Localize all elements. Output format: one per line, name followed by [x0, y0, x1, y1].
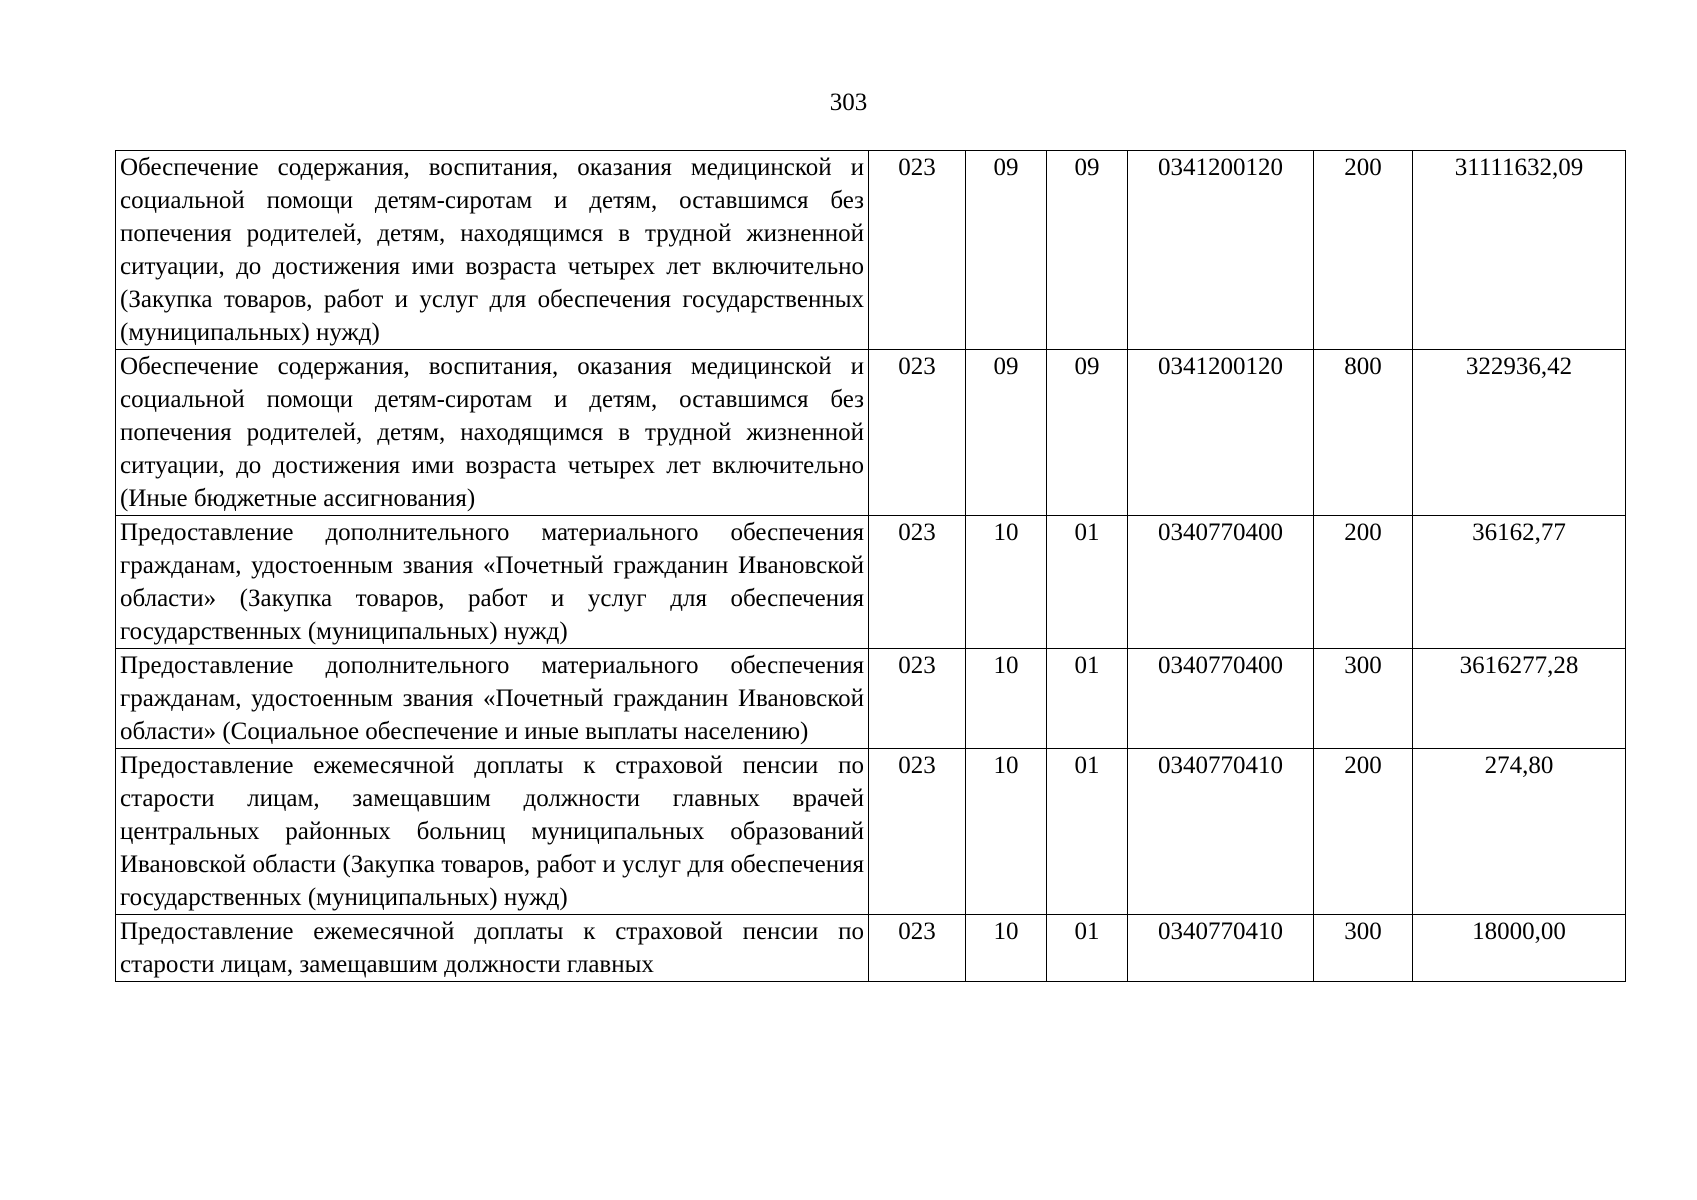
table-row: [116, 749, 1626, 915]
row-grbs-code: 023: [869, 749, 966, 915]
row-subsection-code: 01: [1047, 749, 1128, 915]
table-row: [116, 151, 1626, 350]
row-section-code: 09: [966, 350, 1047, 516]
row-section-code: 09: [966, 151, 1047, 350]
row-expense-type-code: 300: [1314, 915, 1413, 982]
row-subsection-code: 09: [1047, 350, 1128, 516]
row-target-article-code: 0340770400: [1128, 516, 1314, 649]
row-amount: 18000,00: [1413, 915, 1626, 982]
row-target-article-code: 0340770400: [1128, 649, 1314, 749]
table-row: [116, 516, 1626, 649]
row-subsection-code: 01: [1047, 649, 1128, 749]
row-expense-type-code: 300: [1314, 649, 1413, 749]
row-section-code: 10: [966, 915, 1047, 982]
row-amount: 274,80: [1413, 749, 1626, 915]
budget-table: [115, 150, 1626, 982]
row-amount: 36162,77: [1413, 516, 1626, 649]
row-section-code: 10: [966, 749, 1047, 915]
row-target-article-code: 0341200120: [1128, 151, 1314, 350]
row-section-code: 10: [966, 516, 1047, 649]
table-row: [116, 350, 1626, 516]
row-amount: 3616277,28: [1413, 649, 1626, 749]
row-grbs-code: 023: [869, 350, 966, 516]
row-description: Предоставление ежемесячной доплаты к страховой пенсии по старости лицам, замещавшим должности главных: [116, 915, 869, 982]
row-target-article-code: 0340770410: [1128, 749, 1314, 915]
row-amount: 322936,42: [1413, 350, 1626, 516]
row-description: Предоставление дополнительного материального обеспечения гражданам, удостоенным звания «Почетный гражданин Ивановской области» (Закупка товаров, работ и услуг для обеспечения государственных (муниципальных) нужд): [116, 516, 869, 649]
row-subsection-code: 01: [1047, 516, 1128, 649]
row-section-code: 10: [966, 649, 1047, 749]
page-number: 303: [829, 89, 868, 116]
row-description: Предоставление ежемесячной доплаты к страховой пенсии по старости лицам, замещавшим должности главных врачей центральных районных больниц муниципальных образований Ивановской области (Закупка товаров, работ и услуг для обеспечения государственных (муниципальных) нужд): [116, 749, 869, 915]
table-row: [116, 915, 1626, 982]
row-grbs-code: 023: [869, 915, 966, 982]
row-expense-type-code: 200: [1314, 516, 1413, 649]
row-expense-type-code: 200: [1314, 151, 1413, 350]
row-description: Обеспечение содержания, воспитания, оказания медицинской и социальной помощи детям-сиротам и детям, оставшимся без попечения родителей, детям, находящимся в трудной жизненной ситуации, до достижения ими возраста четырех лет включительно (Закупка товаров, работ и услуг для обеспечения государственных (муниципальных) нужд): [116, 151, 869, 350]
row-amount: 31111632,09: [1413, 151, 1626, 350]
row-description: Обеспечение содержания, воспитания, оказания медицинской и социальной помощи детям-сиротам и детям, оставшимся без попечения родителей, детям, находящимся в трудной жизненной ситуации, до достижения ими возраста четырех лет включительно (Иные бюджетные ассигнования): [116, 350, 869, 516]
row-subsection-code: 09: [1047, 151, 1128, 350]
row-expense-type-code: 800: [1314, 350, 1413, 516]
row-target-article-code: 0341200120: [1128, 350, 1314, 516]
row-target-article-code: 0340770410: [1128, 915, 1314, 982]
row-subsection-code: 01: [1047, 915, 1128, 982]
table-row: [116, 649, 1626, 749]
row-expense-type-code: 200: [1314, 749, 1413, 915]
row-grbs-code: 023: [869, 649, 966, 749]
row-description: Предоставление дополнительного материального обеспечения гражданам, удостоенным звания «Почетный гражданин Ивановской области» (Социальное обеспечение и иные выплаты населению): [116, 649, 869, 749]
row-grbs-code: 023: [869, 151, 966, 350]
row-grbs-code: 023: [869, 516, 966, 649]
